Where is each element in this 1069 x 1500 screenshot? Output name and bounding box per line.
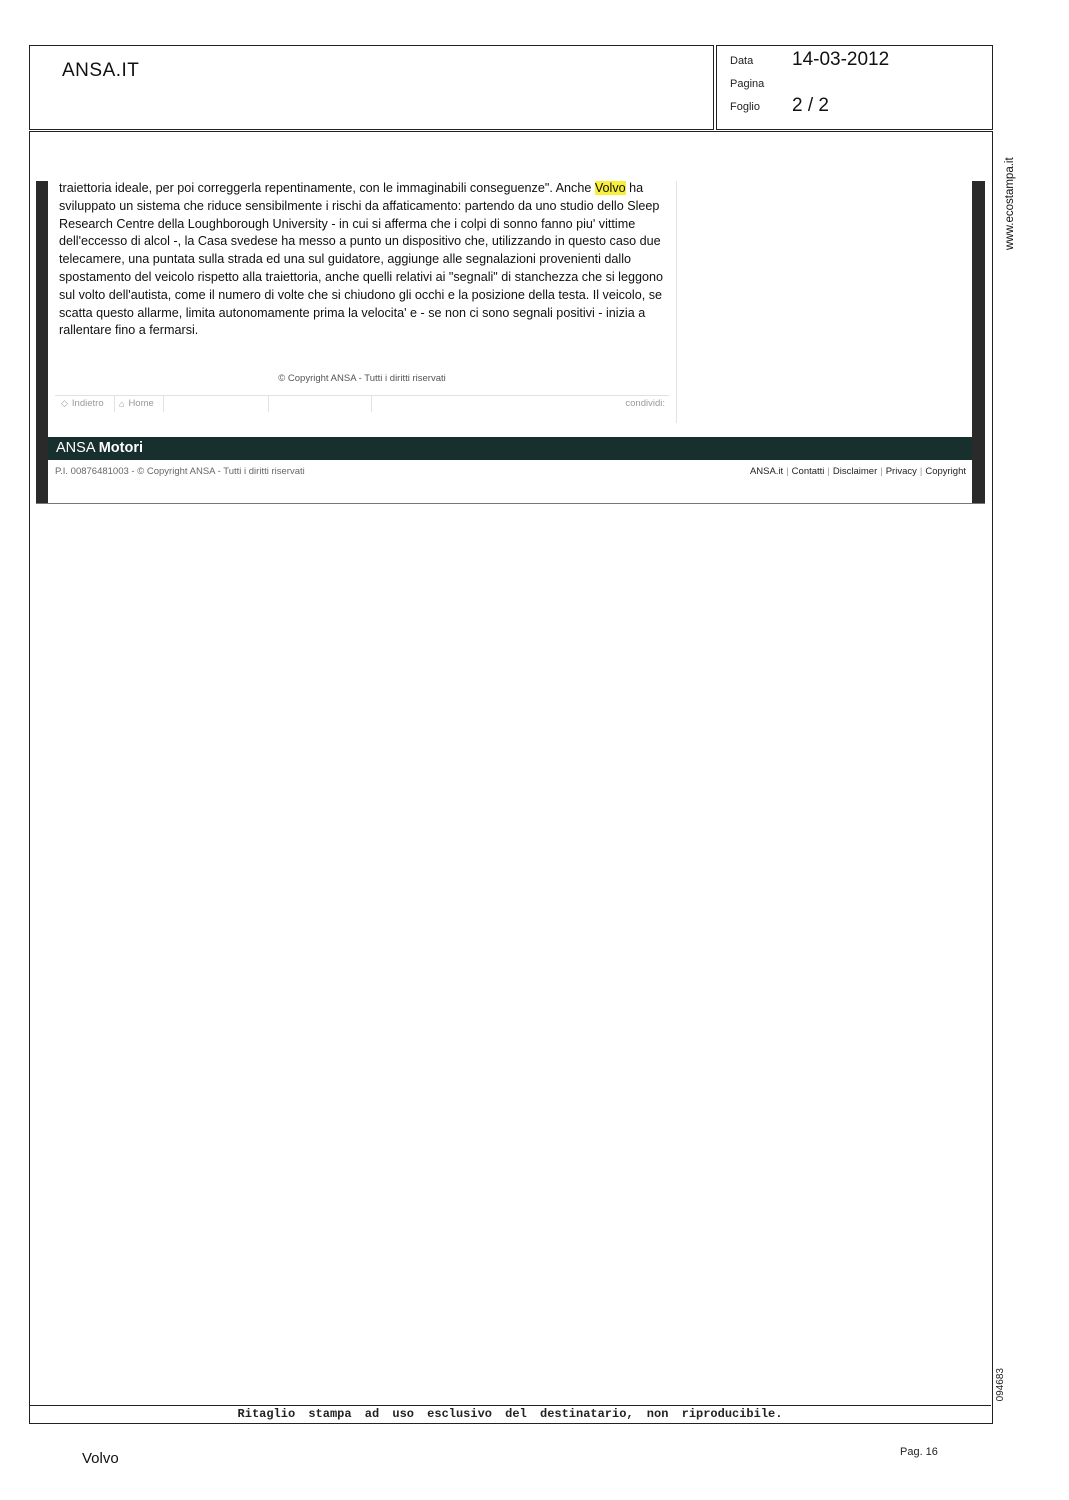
footer-link-disclaimer[interactable]: Disclaimer <box>832 466 878 477</box>
home-link[interactable] <box>119 398 154 409</box>
disclaimer-text: Ritaglio stampa ad uso esclusivo del destinatario, non riproducibile. <box>237 1407 783 1421</box>
page-label: Pagina <box>730 78 765 90</box>
brand-prefix: ANSA <box>56 440 95 456</box>
nav-separator <box>163 396 164 412</box>
page-number: Pag. 16 <box>900 1446 938 1458</box>
date-label: Data <box>730 55 754 67</box>
footer-separator: | <box>919 466 923 477</box>
footer-separator: | <box>880 466 883 477</box>
back-link[interactable] <box>61 398 104 409</box>
nav-separator <box>371 396 372 412</box>
article-nav-bar <box>55 395 669 412</box>
footer-link-contatti[interactable]: Contatti <box>791 466 825 477</box>
footer-separator: | <box>827 466 830 477</box>
article-highlight: Volvo <box>594 181 626 195</box>
share-link[interactable] <box>625 398 665 409</box>
nav-separator <box>114 396 115 412</box>
date-value: 14-03-2012 <box>792 49 890 70</box>
share-label: condividi: <box>625 398 665 409</box>
sheet-value: 2 / 2 <box>792 95 829 116</box>
ansa-motori-bar <box>48 437 972 460</box>
clip-right-border <box>972 181 985 504</box>
brand-section: Motori <box>98 440 144 456</box>
sheet-label: Foglio <box>730 101 760 113</box>
back-arrow-icon: ◇ <box>61 398 68 408</box>
source-name: ANSA.IT <box>62 60 140 81</box>
article-copyright: © Copyright ANSA - Tutti i diritti riservati <box>278 373 446 384</box>
footer-link-ansa[interactable]: ANSA.it <box>749 466 784 477</box>
footer-legal: P.I. 00876481003 - © Copyright ANSA - Tutti i diritti riservati <box>55 466 305 477</box>
footer-links <box>620 466 966 477</box>
article-body <box>59 180 671 340</box>
article-text-before: traiettoria ideale, per poi correggerla repentinamente, con le immaginabili conseguenze". Anche <box>59 181 595 195</box>
clip-left-border <box>36 181 48 504</box>
brand-title[interactable] <box>56 440 143 456</box>
clip-bottom-border <box>36 503 985 504</box>
header-meta-box <box>716 45 993 130</box>
nav-separator <box>268 396 269 412</box>
bottom-keyword: Volvo <box>82 1450 119 1467</box>
article-column-divider <box>676 181 677 423</box>
home-label: Home <box>128 398 154 409</box>
footer-link-copyright[interactable]: Copyright <box>925 466 966 477</box>
back-label: Indietro <box>71 398 104 409</box>
home-icon: ⌂ <box>119 398 125 409</box>
side-code-label: 094683 <box>995 1368 1006 1402</box>
frame-divider <box>29 1405 991 1406</box>
side-site-label: www.ecostampa.it <box>1004 157 1016 250</box>
footer-separator: | <box>786 466 789 477</box>
footer-link-privacy[interactable]: Privacy <box>885 466 917 477</box>
article-text-after: ha sviluppato un sistema che riduce sensibilmente i rischi da affaticamento: partendo da uno studio dello Sleep Research Centre della Loughborough University - in cui si afferma che i colpi di sonno fanno piu' vittime dell'eccesso di alcol -, la Casa svedese ha messo a punto un dispositivo che, utilizzando in questo caso due telecamere, una puntata sulla strada ed una sul guidatore, aggiunge alle segnalazioni provenienti dallo spostamento del veicolo rispetto alla traiettoria, anche quelli relativi ai "segnali" di stanchezza che si leggono sul volto dell'autista, come il numero di volte che si chiudono gli occhi e la posizione della testa. Il veicolo, se scatta questo allarme, limita autonomamente prima la velocita' e - se non ci sono segnali positivi - inizia a rallentare fino a fermarsi. <box>59 181 663 338</box>
header-source-box <box>29 45 714 130</box>
